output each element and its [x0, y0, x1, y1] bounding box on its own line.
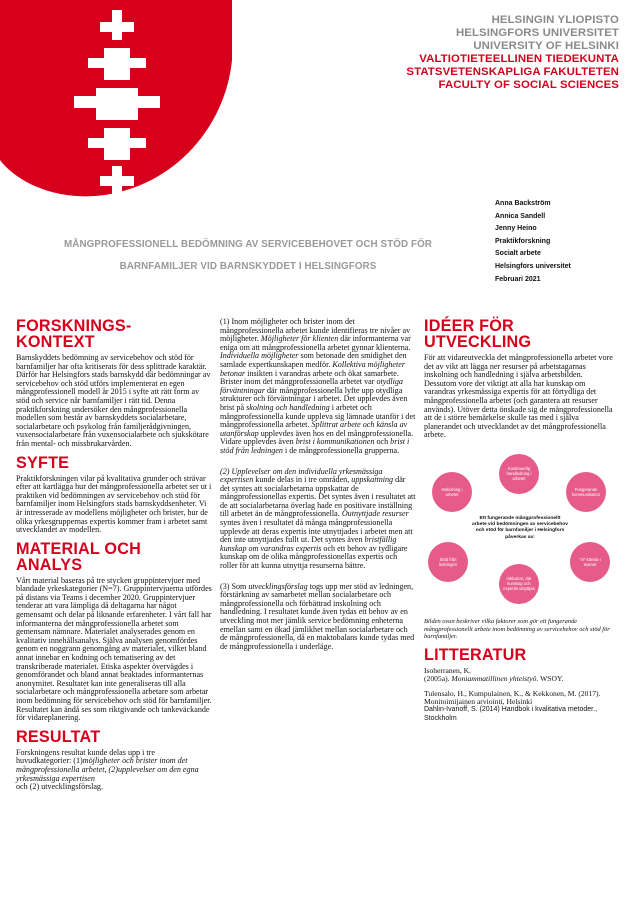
bubble-kommunikation: Fungerande kommunikation	[566, 472, 606, 512]
heading-material-och-analys: MATERIAL OCH ANALYS	[16, 539, 141, 574]
faculty-name-fi: VALTIOTIETEELLINEN TIEDEKUNTA	[419, 53, 619, 65]
faculty-name-en: FACULTY OF SOCIAL SCIENCES	[438, 79, 619, 91]
heading-ideer-for-utveckling: IDÉER FÖR UTVECKLING	[424, 317, 532, 351]
reference-1: Isoherranen, K. (2005a). Moniammatillinen yhteistyö. WSOY.	[424, 665, 564, 684]
subject: Socialt arbete	[495, 250, 541, 258]
heading-litteratur: LITTERATUR	[424, 645, 527, 664]
university-name-fi: HELSINGIN YLIOPISTO	[491, 14, 619, 26]
text-resultat: Forskningens resultat kunde delas upp i tre huvudkategorier: (1)möjligheter och brister inom det mångprofessionella arbetet, (2)upplevelser om den egna yrkesmässiga expertisen och (2) utvecklingsförslag.	[16, 747, 199, 792]
text-mojligheter-och-brister: (1) Inom möjligheter och brister inom det mångprofessionella arbetet kunde identifieras tre nivåer av möjligheter. Möjligheter för klienten där informanterna var eniga om att mångprofessionella arbetet gynnar klienterna. Individuella möjligheter som betonade den smidighet den samlade expertkunskapen medför. Kollektiva möjligheter betonar insikten i varandras arbete och ökat samarbete. Brister inom det mångprofessionella arbetet var otydliga förväntningar där mångprofessionella lyfte upp otydliga strukturer och förväntningar i arbetet. Det upplevdes även brist på skolning och handledning i arbetet och mångprofessionella kunde uppleva sig lämnade utanför i det mångprofessionella arbetet. Splittrat arbete och känsla av utanförskap upplevdes även hos en del mångprofessionella. Vidare upplevdes även brist i kommunikationen och brist i stöd från ledningen i de mångprofessionella grupperna.	[220, 317, 416, 455]
bubble-vi-kansla: "vi"-känsla i teamet	[570, 542, 610, 582]
column-left	[16, 318, 212, 798]
author-2: Annica Sandell	[495, 212, 546, 220]
bubble-stod-ledningen: Stöd från ledningen	[428, 542, 468, 582]
bubble-handledning: Kontinuerlig handledning i arbetet	[499, 454, 539, 494]
factors-diagram	[424, 450, 614, 610]
poster-title	[38, 234, 458, 278]
poster-title-line-2: BARNFAMILJER VID BARNSKYDDET I HELSINGFORS	[119, 261, 377, 272]
heading-forskningskontext: FORSKNINGS- KONTEXT	[16, 317, 132, 351]
author-info	[495, 198, 571, 286]
diagram-center-text: Ett fungerande mångprofessionellt arbete vid bedömningen av servicebehov och stöd för barnfamiljer i Helsingfors påverkas av:	[472, 515, 568, 540]
date: Februari 2021	[495, 275, 541, 283]
author-3: Jenny Heino	[495, 225, 537, 233]
course: Praktikforskning	[495, 237, 551, 245]
poster-title-line-1: MÅNGPROFESSIONELL BEDÖMNING AV SERVICEBEHOVET OCH STÖD FÖR	[64, 239, 432, 250]
bubble-inskolning: Inskolning i arbetet	[432, 472, 472, 512]
text-material-och-analys: Vårt material baseras på tre stycken gruppintervjuer med blandade yrkeskategorier (N=7). Gruppintervjuerna utfördes på distans via Teams i december 2020. Gruppintervjuer tenderar att vara lämpliga då deltagarna har något gemensamt och delar på liknande erfarenheter. I vårt fall har informanterna det mångprofessionella arbetet som gemensam nämnare. Materialet analyserades genom en kvalitativ innehållsanalys. Själva analysen genomfördes genom en noggrann genomgång av materialet, vilket bland annat innebar en kodning och tematisering av det transkriberade materialet. Etiska aspekter övervägdes i genomförandet och bland annat beaktades informanternas anonymitet. Resultatet kan inte generaliseras till alla socialarbetare och mångprofessionella arbetare som arbetar inom bedömning för servicebehov och stöd för barnfamiljer. Resultatet kan ändå ses som riktgivande och tankeväckande för vidareplanering.	[16, 575, 212, 723]
bubble-inklusion: Inklusion, där kunskap och expertis utnyttjas	[499, 564, 539, 604]
heading-syfte: SYFTE	[16, 453, 70, 472]
faculty-name-sv: STATSVETENSKAPLIGA FAKULTETEN	[406, 66, 619, 78]
column-right	[424, 318, 616, 729]
text-syfte: Praktikforskningen vilar på kvalitativa grunder och strävar efter att kartlägga hur det mångprofessionella arbetet ser ut i praktiken vid bedömningen av servicebehov och stöd för barnfamiljer inom Helsingfors stads barnskyddsenheter. Vi är intresserade av modellens möjligheter och brister, hur de olika yrkesgruppernas expertis kommer fram i arbetet samt utvecklandet av modellen.	[16, 473, 212, 535]
university-name-en: UNIVERSITY OF HELSINKI	[473, 40, 619, 52]
column-middle	[220, 318, 416, 657]
university-name-sv: HELSINGFORS UNIVERSITET	[455, 27, 619, 39]
heading-resultat: RESULTAT	[16, 727, 101, 746]
reference-3: Dahlin-Ivanoff, S. (2014) Handbok i kvalitativa metoder., Stockholm	[424, 706, 598, 722]
text-upplevelser-expertis: (2) Upplevelser om den individuella yrkesmässiga expertisen kunde delas in i tre områden, uppskattning där det syntes att socialarbetarna uppskattar de mångprofessionellas expertis. Det syntes även i resultatet att de att socialarbetarna överlag hade en positivare inställning till arbetet än de mångprofessionella. Outnyttjade resurser syntes även i resultatet då många mångprofessionella upplevde att deras expertis inte utnyttjades i arbetet men att den inte utnyttjades fullt ut. Det syntes även bristfällig kunskap om varandras expertis och ett behov av tydligare kunskap om de olika mångprofessionellas expertis och roller för att kunna utnyttja resurserna bättre.	[220, 466, 416, 571]
author-1: Anna Backström	[495, 200, 551, 207]
university-flame-logo	[0, 0, 232, 200]
text-ideer: För att vidareutveckla det mångprofessionella arbetet vore det av vikt att lägga ner resurser på arbetstagarnas inskolning och handledning i själva arbetsbilden. Dessutom vore det viktigt att alla har kunskap om varandras yrkesmässiga expertis för att förtydliga det mångprofessionella arbetet (och garantera att resurser används). Utöver detta önskade sig de mångprofessionella att de i större bemärkelse skulle tas med i själva planerandet och utvecklandet av det mångprofessionella arbete.	[424, 353, 613, 440]
university-name-block	[406, 14, 619, 92]
reference-2: Tulensalo, H., Kumpulainen, K., & Kekkonen, M. (2017). Monitoimijainen arviointi, Helsinki	[424, 688, 601, 706]
text-forskningskontext: Barnskyddets bedömning av servicebehov och stöd för barnfamiljer har ofta kritiserats för dess splittrade karaktär. Därför har Helsingfors stads barnskydd där bedömningar av servicebehov och stöd utförs implementerat en egen mångprofessionell modell år 2015 i syfte att rätt form av stöd och service når barnfamiljer i rätt tid. Denna praktikforskning undersöker den mångprofessionella modellen som består av barnskyddets socialarbetare, socialarbetare och psykolog från familjerådgivningen, vuxensocialarbetare från vuxensocialarbete och sjukskötare från mental- och missbrukarvården.	[16, 353, 211, 448]
diagram-caption: Bilden ovan beskriver vilka faktorer som gör ett fungerande mångprofessionellt arbete inom bedömning av servicebehov och stöd för barnfamiljer.	[424, 617, 610, 641]
institution: Helsingfors universitet	[495, 262, 571, 270]
text-utvecklingsforslag: (3) Som utvecklingsförslag togs upp mer stöd av ledningen, förstärkning av samarbetet mellan socialarbetare och mångprofessionella och förbättrad inskolning och handledning. I resultatet kunde även tydas ett behov av en utveckling mot mer jämlik service bedömning enheterna emellan samt en ökad jämlikhet mellan socialarbetare och de mångprofessionella, då en maktobalans kunde tydas med de mångprofessionella i underläge.	[220, 581, 415, 651]
